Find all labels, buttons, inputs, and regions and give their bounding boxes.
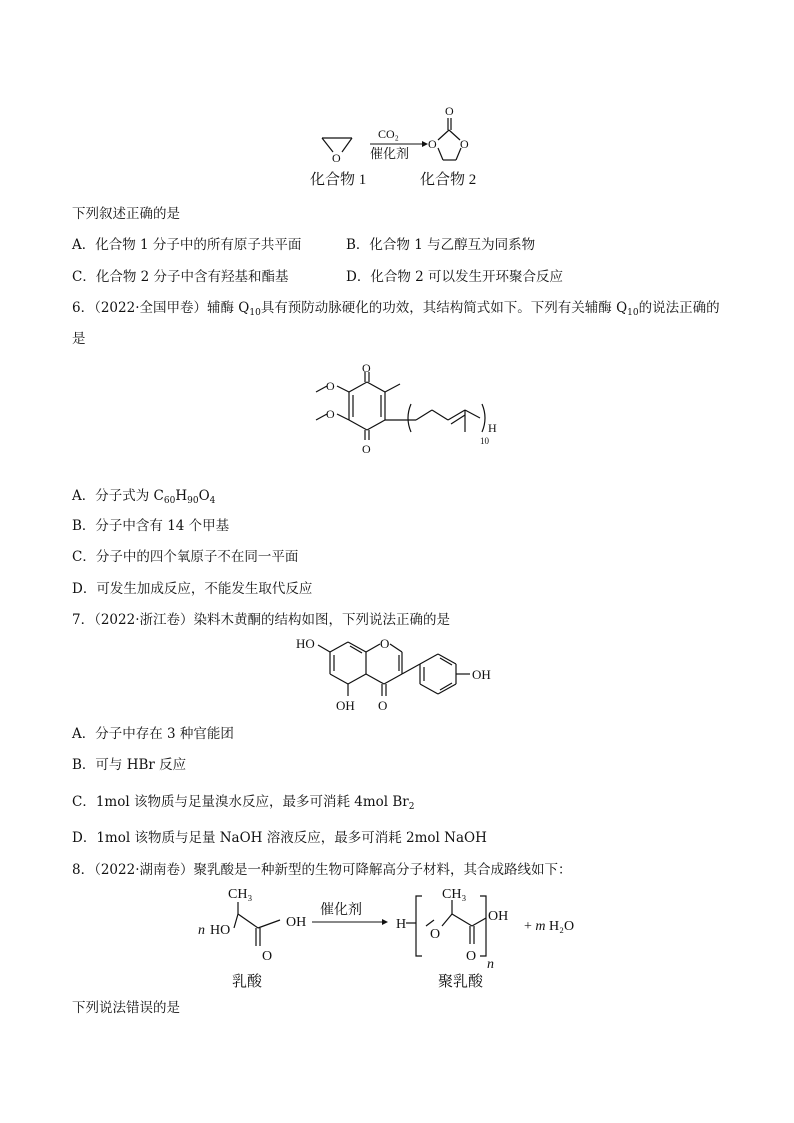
carbonate-o-right: O	[460, 137, 469, 151]
reagent-catalyst: 催化剂	[370, 146, 410, 161]
pla-oh: OH	[488, 909, 509, 924]
q7-option-b[interactable]: B．可与 HBr 反应	[72, 757, 187, 773]
q8-catalyst: 催化剂	[320, 903, 362, 918]
carbonate-o-top: O	[445, 104, 454, 118]
q5-stem: 下列叙述正确的是	[72, 206, 180, 222]
q10-o-top: O	[362, 362, 371, 375]
coenzyme-q10-structure	[310, 362, 510, 467]
lactic-n: n	[198, 923, 205, 938]
genistein-oh-bottom: OH	[336, 698, 355, 713]
q6-stem-line1: 6．（2022·全国甲卷）辅酶 $Q_{10}$具有预防动脉硬化的功效，其结构简式如下。下列有关辅酶 $Q_{10}$的说法正确的	[72, 300, 720, 318]
q6-option-a[interactable]: A．分子式为 $C_{60}H_{90}O_4$	[72, 488, 216, 506]
lactic-ho: HO	[210, 923, 231, 938]
pla-ch3: CH₃	[442, 887, 467, 902]
q5-option-c[interactable]: C．化合物 2 分子中含有羟基和酯基	[72, 269, 289, 285]
pla-h: H	[396, 917, 407, 932]
q10-o-bottom: O	[362, 442, 371, 456]
genistein-ho-top: HO	[296, 636, 315, 651]
carbonate-o-left: O	[428, 137, 437, 151]
lactic-o: O	[262, 949, 273, 964]
q5-option-b[interactable]: B．化合物 1 与乙醇互为同系物	[346, 237, 536, 253]
q10-h: H	[488, 421, 497, 435]
q6-option-d[interactable]: D．可发生加成反应，不能发生取代反应	[72, 581, 313, 597]
epoxide-oxygen: O	[332, 151, 341, 165]
lactic-ch3: CH₃	[228, 887, 253, 902]
genistein-o-ketone: O	[378, 698, 388, 713]
q6-stem-line2: 是	[72, 331, 86, 347]
reagent-co2: CO₂	[378, 127, 399, 141]
q7-option-c[interactable]: C．1mol 该物质与足量溴水反应，最多可消耗 4mol $Br_2$	[72, 794, 415, 812]
q6-option-b[interactable]: B．分子中含有 14 个甲基	[72, 518, 230, 534]
lactic-oh: OH	[286, 915, 307, 930]
q8-plus-water: + m H₂O	[524, 919, 575, 934]
pla-n: n	[487, 957, 494, 972]
compound-2-label: 化合物 2	[420, 172, 477, 188]
q7-option-a[interactable]: A．分子中存在 3 种官能团	[72, 726, 234, 742]
q8-stem2: 下列说法错误的是	[72, 1000, 180, 1016]
lactic-acid-label: 乳酸	[232, 974, 263, 990]
q5-reaction-scheme	[300, 100, 530, 195]
q8-reaction-scheme	[190, 884, 610, 992]
genistein-o-ring: O	[380, 636, 390, 651]
q10-o-methoxy-1: O	[326, 379, 335, 393]
q7-option-d[interactable]: D．1mol 该物质与足量 NaOH 溶液反应，最多可消耗 2mol NaOH	[72, 830, 487, 846]
compound-1-label: 化合物 1	[310, 172, 367, 188]
q10-repeat: 10	[480, 436, 489, 446]
q5-option-a[interactable]: A．化合物 1 分子中的所有原子共平面	[72, 237, 302, 253]
cyclic-carbonate-structure	[438, 118, 461, 160]
q5-option-d[interactable]: D．化合物 2 可以发生开环聚合反应	[346, 269, 563, 285]
q6-option-c[interactable]: C．分子中的四个氧原子不在同一平面	[72, 549, 299, 565]
polylactic-acid-label: 聚乳酸	[438, 974, 484, 990]
epoxide-structure	[322, 138, 352, 152]
q10-o-methoxy-2: O	[326, 407, 335, 421]
genistein-structure	[290, 636, 510, 721]
genistein-oh-right: OH	[472, 667, 491, 682]
q8-stem: 8．（2022·湖南卷）聚乳酸是一种新型的生物可降解高分子材料，其合成路线如下：	[72, 862, 572, 878]
pla-o-chain: O	[430, 927, 441, 942]
q7-stem: 7．（2022·浙江卷）染料木黄酮的结构如图，下列说法正确的是	[72, 612, 450, 628]
pla-o-carbonyl: O	[466, 949, 477, 964]
